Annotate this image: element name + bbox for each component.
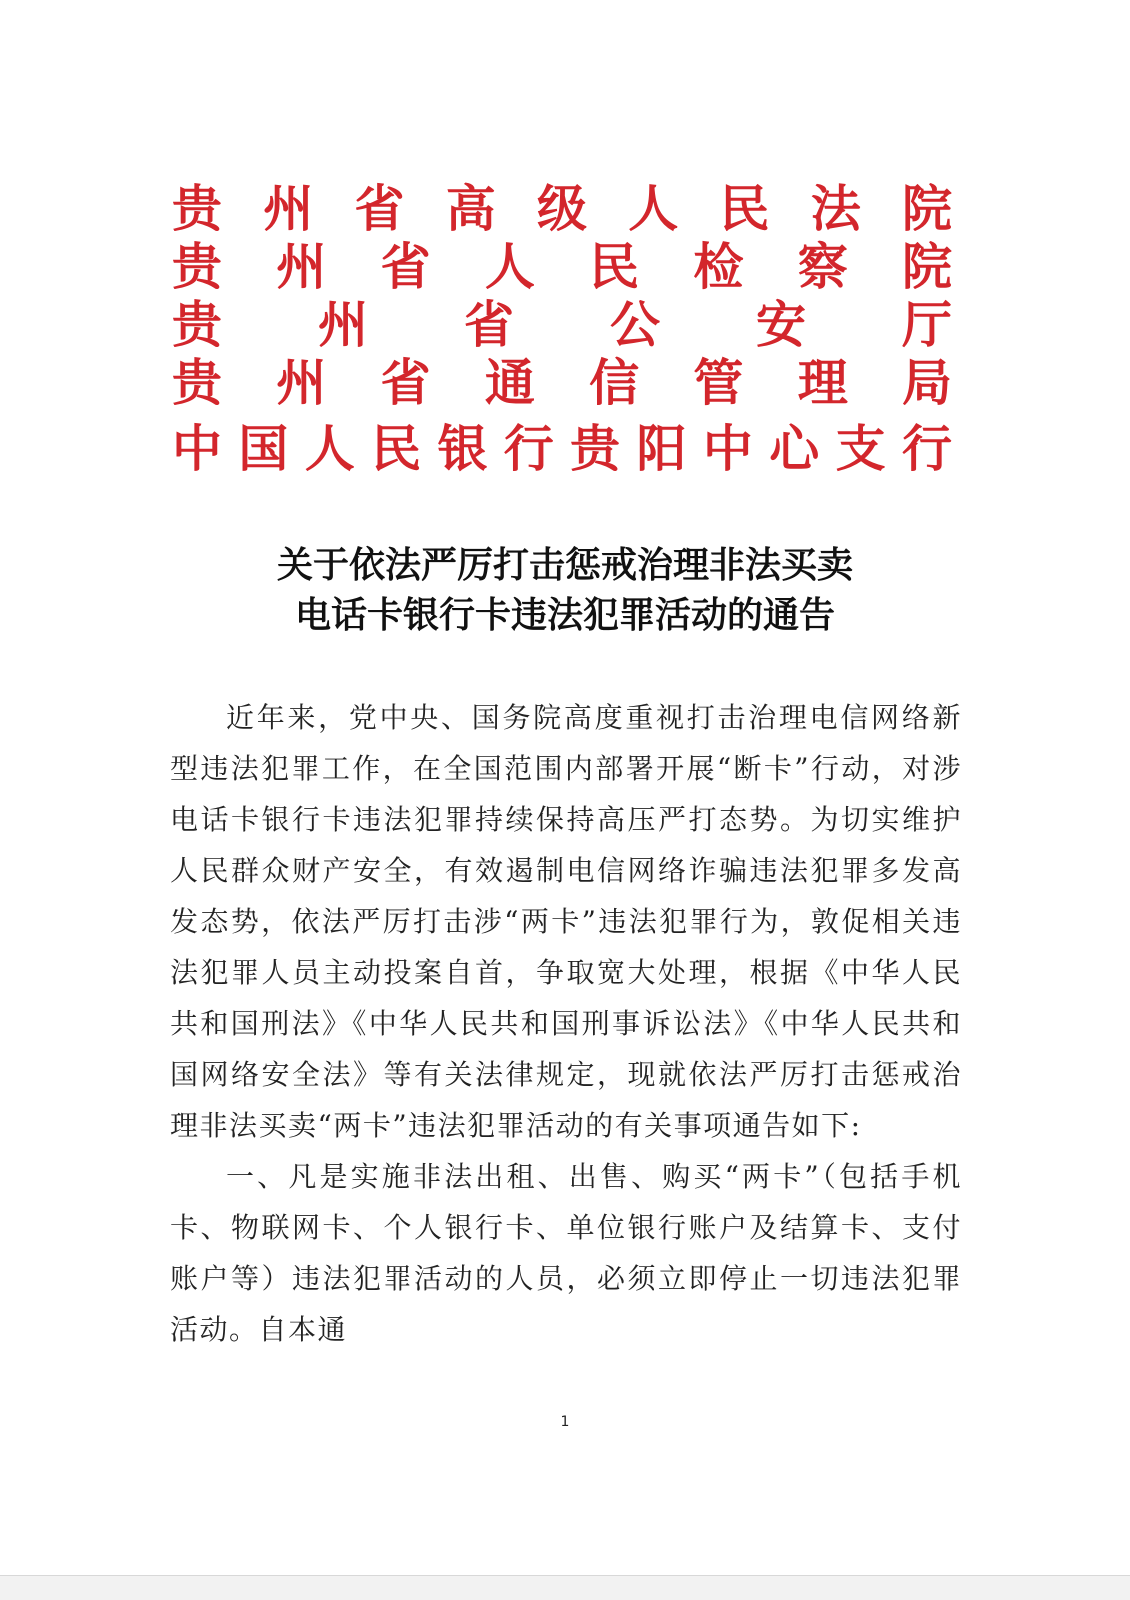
- issuer-guizhou-public-security: [172, 296, 952, 354]
- issuer-char: 通: [484, 353, 535, 412]
- issuer-char: 厅: [902, 295, 952, 354]
- issuer-char: 院: [902, 179, 952, 238]
- issuer-char: 行: [503, 419, 554, 478]
- issuer-char: 民: [719, 179, 770, 238]
- issuer-char: 贵: [172, 295, 222, 354]
- issuing-authorities-header: [172, 180, 952, 478]
- issuer-char: 理: [797, 353, 848, 412]
- issuer-char: 州: [276, 353, 327, 412]
- issuer-char: 省: [380, 353, 431, 412]
- issuer-char: 州: [276, 237, 327, 296]
- issuer-char: 民: [589, 237, 640, 296]
- issuer-char: 院: [901, 237, 952, 296]
- issuer-char: 察: [797, 237, 848, 296]
- issuer-guizhou-communications-admin: [172, 354, 952, 412]
- issuer-char: 省: [464, 295, 514, 354]
- issuer-char: 贵: [172, 353, 222, 412]
- issuer-char: 国: [238, 419, 289, 478]
- notice-title-line-2: 电话卡银行卡违法犯罪活动的通告: [294, 594, 835, 636]
- body-paragraph-intro: 近年来，党中央、国务院高度重视打击治理电信网络新型违法犯罪工作，在全国范围内部署开展“断卡”行动，对涉电话卡银行卡违法犯罪持续保持高压严打态势。为切实维护人民群众财产安全，有效遏制电信网络诈骗违法犯罪多发高发态势，依法严厉打击涉“两卡”违法犯罪行为，敦促相关违法犯罪人员主动投案自首，争取宽大处理，根据《中华人民共和国刑法》《中华人民共和国刑事诉讼法》《中华人民共和国网络安全法》等有关法律规定，现就依法严厉打击惩戒治理非法买卖“两卡”违法犯罪活动的有关事项通告如下:: [170, 701, 962, 1142]
- issuer-char: 人: [484, 237, 535, 296]
- issuer-char: 安: [756, 295, 806, 354]
- issuer-char: 支: [835, 419, 886, 478]
- body-paragraph-item-1: 一、凡是实施非法出租、出售、购买“两卡”（包括手机卡、物联网卡、个人银行卡、单位银行账户及结算卡、支付账户等）违法犯罪活动的人员，必须立即停止一切违法犯罪活动。自本通: [170, 1160, 962, 1346]
- page-number: 1: [560, 1414, 570, 1430]
- issuer-char: 级: [537, 179, 587, 238]
- issuer-char: 中: [172, 419, 222, 478]
- issuer-char: 贵: [570, 419, 621, 478]
- issuer-char: 公: [610, 295, 660, 354]
- issuer-char: 州: [318, 295, 368, 354]
- issuer-char: 贵: [172, 179, 222, 238]
- issuer-char: 贵: [172, 237, 222, 296]
- issuer-char: 人: [628, 179, 679, 238]
- issuer-char: 中: [702, 419, 753, 478]
- issuer-char: 行: [901, 419, 952, 478]
- issuer-guizhou-high-court: [172, 180, 952, 238]
- issuer-char: 管: [693, 353, 744, 412]
- issuer-pboc-guiyang-branch: [172, 420, 952, 478]
- issuer-char: 检: [693, 237, 744, 296]
- issuer-char: 局: [901, 353, 952, 412]
- issuer-char: 人: [304, 419, 355, 478]
- notice-body: [170, 692, 962, 1355]
- issuer-char: 法: [810, 179, 861, 238]
- issuer-char: 州: [263, 179, 314, 238]
- issuer-char: 阳: [636, 419, 687, 478]
- issuer-char: 民: [371, 419, 422, 478]
- notice-title-line-1: 关于依法严厉打击惩戒治理非法买卖: [276, 544, 853, 586]
- issuer-char: 心: [769, 419, 820, 478]
- issuer-char: 信: [589, 353, 640, 412]
- issuer-char: 省: [380, 237, 431, 296]
- issuer-char: 省: [354, 179, 405, 238]
- notice-title: [0, 540, 1130, 640]
- issuer-guizhou-procuratorate: [172, 238, 952, 296]
- issuer-char: 高: [445, 179, 496, 238]
- scan-bottom-margin: [0, 1576, 1130, 1600]
- issuer-char: 银: [437, 419, 488, 478]
